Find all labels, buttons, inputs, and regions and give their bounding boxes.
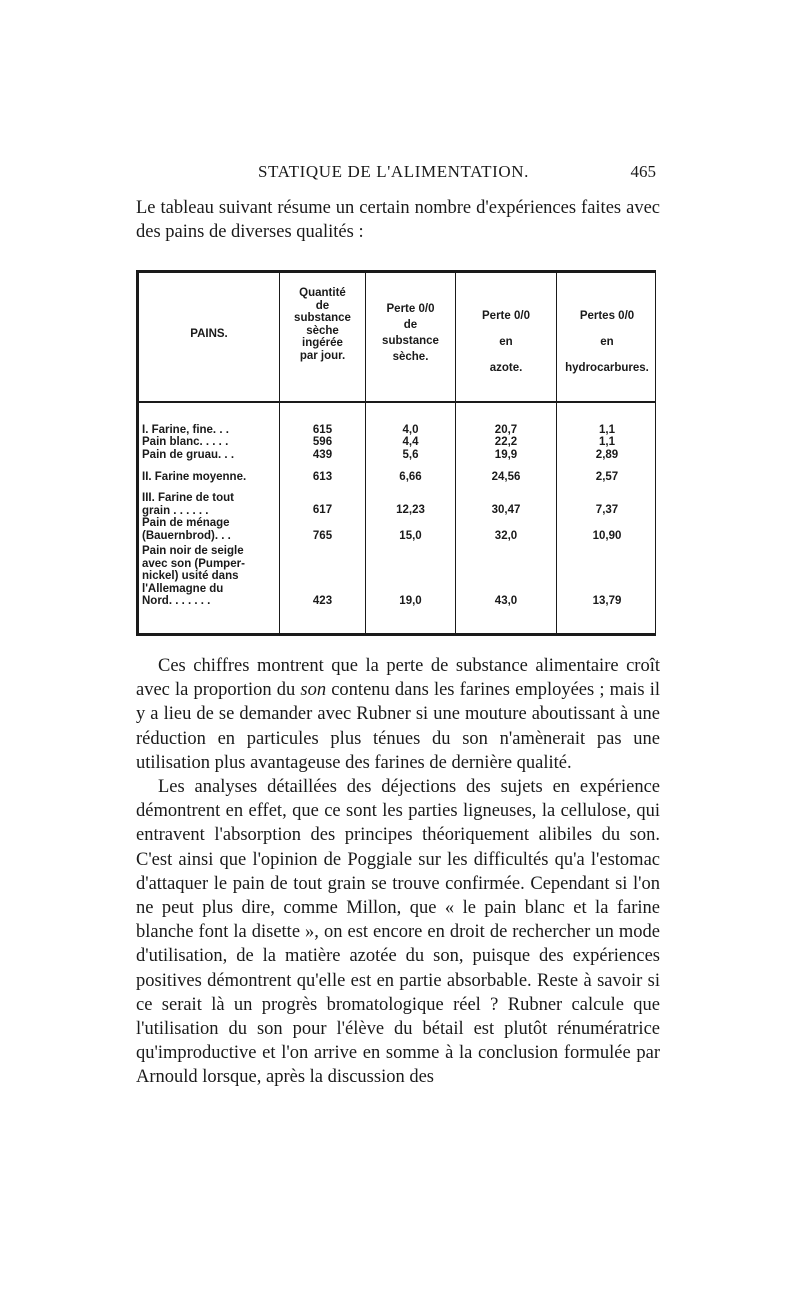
header-perte-azote: Perte 0/0 en azote.: [482, 310, 530, 374]
paragraph: Les analyses détaillées des déjections des sujets en expérience démontrent en effet, que ce sont les parties ligneuses, la cellulose, qui entravent l'absorption des principes théoriquement alibiles du son. C'est ainsi que l'opinion de Poggiale sur les difficultés qu'a l'estomac d'attaquer le pain de tout grain se trouve confirmée. Cependant si l'on ne peut plus dire, comme Millon, que « le pain blanc et la farine blanche font la disette », on est encore en droit de rechercher un mode d'utilisation, de la matière azotée du son, puisque des expériences positives démontrent qu'elle est en partie absorbable. Reste à savoir si ce serait là un progrès bromatologique réel ? Rubner calcule que l'utilisation du son pour l'élève du bétail est plutôt rénumératrice qu'improductive et l'on arrive en somme à la conclusion formulée par Arnould lorsque, après la discussion des: [136, 777, 660, 1088]
row-label: I. Farine, fine. . .: [142, 424, 229, 436]
cell-quantite: 613: [312, 471, 333, 483]
cell-pertes-hydrocarbures: 10,90: [592, 530, 622, 542]
cell-quantite: 439: [312, 449, 333, 461]
row-label: III. Farine de tout grain . . . . . .: [142, 492, 235, 517]
page-header: [136, 162, 656, 188]
paragraph: Ces chiffres montrent que la perte de substance alimentaire croît avec la proportion du son contenu dans les farines employées ; mais il y a lieu de se demander avec Rubner si une mouture aboutissant à une réduction en particules plus ténues du son n'amènerait pas une utilisation plus avantageuse des farines de dernière qualité.: [136, 656, 660, 773]
running-title: STATIQUE DE L'ALIMENTATION.: [258, 162, 530, 181]
cell-perte-substance: 19,0: [399, 595, 422, 607]
cell-perte-azote: 22,2: [494, 436, 518, 448]
header-quantite: Quantité de substance sèche ingérée par jour.: [294, 287, 351, 362]
cell-quantite: 617: [312, 504, 333, 516]
cell-perte-azote: 32,0: [494, 530, 518, 542]
cell-perte-azote: 43,0: [494, 595, 518, 607]
page-number: 465: [630, 162, 656, 181]
row-label: Pain de gruau. . .: [142, 449, 235, 461]
cell-quantite: 596: [312, 436, 333, 448]
cell-pertes-hydrocarbures: 2,57: [595, 471, 619, 483]
cell-pertes-hydrocarbures: 2,89: [595, 449, 619, 461]
header-pertes-hydrocarbures: Pertes 0/0 en hydrocarbures.: [565, 310, 649, 374]
body-text: [136, 654, 660, 1090]
cell-pertes-hydrocarbures: 1,1: [599, 424, 615, 436]
cell-perte-azote: 24,56: [491, 471, 521, 483]
cell-pertes-hydrocarbures: 13,79: [592, 595, 622, 607]
row-label: Pain blanc. . . . .: [142, 436, 229, 448]
row-label: Pain noir de seigle avec son (Pumper- nickel) usité dans l'Allemagne du Nord. . . . . . .: [142, 545, 245, 607]
cell-perte-substance: 4,0: [402, 424, 419, 436]
header-pains: PAINS.: [190, 328, 228, 340]
cell-perte-substance: 4,4: [402, 436, 419, 448]
cell-perte-substance: 5,6: [402, 449, 419, 461]
cell-quantite: 423: [312, 595, 333, 607]
bread-table: [136, 270, 656, 636]
cell-perte-azote: 19,9: [494, 449, 518, 461]
cell-pertes-hydrocarbures: 7,37: [595, 504, 619, 516]
cell-perte-substance: 6,66: [399, 471, 422, 483]
cell-perte-azote: 30,47: [491, 504, 521, 516]
cell-perte-substance: 12,23: [396, 504, 425, 516]
row-label: II. Farine moyenne.: [142, 471, 247, 483]
cell-pertes-hydrocarbures: 1,1: [599, 436, 615, 448]
cell-perte-substance: 15,0: [399, 530, 422, 542]
cell-perte-azote: 20,7: [494, 424, 518, 436]
cell-quantite: 765: [312, 530, 333, 542]
header-perte-substance: Perte 0/0 de substance sèche.: [382, 303, 439, 363]
header-rule: [139, 401, 655, 403]
intro-paragraph: Le tableau suivant résume un certain nombre d'expériences faites avec des pains de diverses qualités :: [136, 198, 660, 242]
row-label: Pain de ménage (Bauernbrod). . .: [142, 517, 231, 542]
cell-quantite: 615: [312, 424, 333, 436]
